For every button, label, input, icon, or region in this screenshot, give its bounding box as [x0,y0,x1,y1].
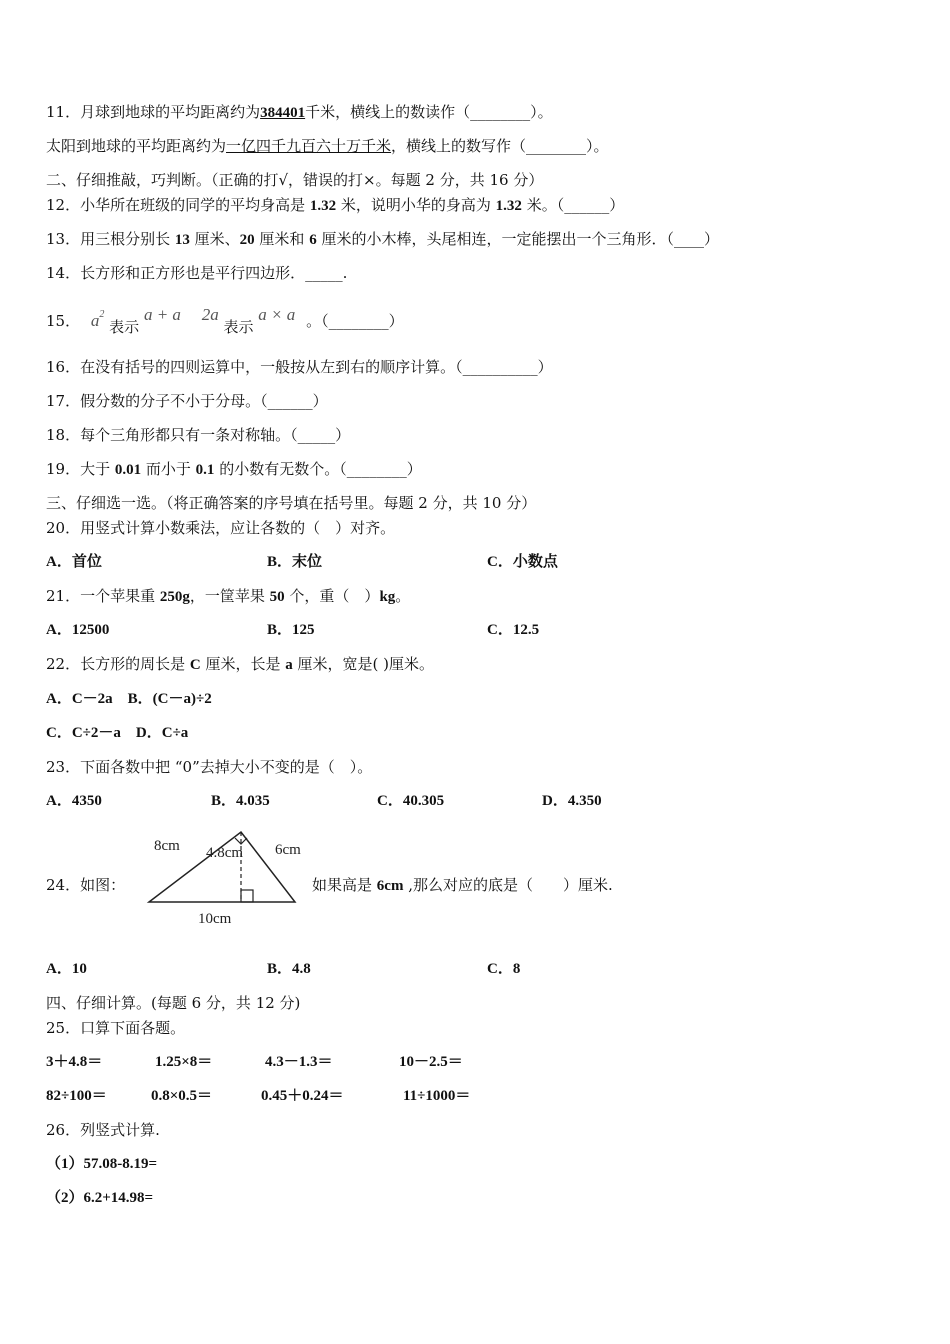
question-15: 15． $a^2$ 表示 a + a 2a 表示 a × a 。（________） [46,305,404,336]
label-right-side: 6cm [275,842,301,858]
calc-item: 82÷100＝ [46,1088,107,1104]
question-number: 11． [46,103,81,121]
option-b: B．125 [267,622,315,638]
section-heading-2: 二、仔细推敲，巧判断。（正确的打√，错误的打×。每题 2 分，共 16 分） [46,171,544,189]
math-a-squared: $a^2$ [90,309,105,330]
question-19: 19．大于 0.01 而小于 0.1 的小数有无数个。（________） [46,460,422,478]
option-c: C．8 [487,961,521,977]
triangle-figure [140,824,310,934]
question-11-part2: 太阳到地球的平均距离约为一亿四千九百六十万千米，横线上的数写作（________）。 [46,137,609,155]
question-11: 11．月球到地球的平均距离约为384401千米，横线上的数读作（________）。 [46,103,553,121]
question-26: 26．列竖式计算. [46,1121,160,1139]
option-a: A．12500 [46,622,110,638]
right-angle-mark [241,890,253,902]
option-c: C．40.305 [377,793,445,809]
label-left-side: 8cm [154,838,180,854]
underlined-value: 一亿四千九百六十万千米 [226,137,392,155]
option-a: A．10 [46,961,87,977]
calc-item: 0.8×0.5＝ [151,1088,213,1104]
calc-item: （1）57.08-8.19= [46,1156,158,1172]
math-2a: 2a [201,305,219,324]
options-row-2: C．C÷2－a D．C÷a [46,725,189,741]
question-20: 20．用竖式计算小数乘法，应让各数的（ ）对齐。 [46,519,396,537]
option-a: A．首位 [46,554,102,570]
question-16: 16．在没有括号的四则运算中，一般按从左到右的顺序计算。（__________） [46,358,553,376]
calc-item: 11÷1000＝ [403,1088,471,1104]
question-12: 12．小华所在班级的同学的平均身高是 1.32 米，说明小华的身高为 1.32 米。（______） [46,196,625,214]
option-d: D．4.350 [542,793,602,809]
option-b: B．4.8 [267,961,311,977]
math-a-times-a: a × a [258,305,296,324]
math-a-plus-a: a + a [143,305,181,324]
question-13: 13．用三根分别长 13 厘米、20 厘米和 6 厘米的小木棒，头尾相连，一定能摆出一个三角形．（____） [46,230,719,248]
option-b: B．末位 [267,554,323,570]
calc-item: 1.25×8＝ [155,1054,213,1070]
label-height: 4.8cm [206,845,244,861]
option-c: C．12.5 [487,622,540,638]
option-b: B．4.035 [211,793,270,809]
question-22: 22．长方形的周长是 C 厘米，长是 a 厘米，宽是( )厘米。 [46,655,435,673]
question-25: 25．口算下面各题。 [46,1019,186,1037]
question-21: 21．一个苹果重 250g，一筐苹果 50 个，重（ ）kg。 [46,587,411,605]
option-c: C．小数点 [487,554,558,570]
question-17: 17．假分数的分子不小于分母。（______） [46,392,328,410]
question-18: 18．每个三角形都只有一条对称轴。（_____） [46,426,351,444]
question-24: 24．如图： [46,876,126,894]
calc-item: 3＋4.8＝ [46,1054,103,1070]
section-heading-4: 四、仔细计算。(每题 6 分，共 12 分) [46,994,301,1012]
underlined-value: 384401 [260,105,306,121]
calc-item: 10－2.5＝ [399,1054,463,1070]
question-23: 23．下面各数中把 “0”去掉大小不变的是（ ）。 [46,758,373,776]
label-base: 10cm [198,911,232,927]
section-heading-3: 三、仔细选一选。（将正确答案的序号填在括号里。每题 2 分，共 10 分） [46,494,537,512]
options-row-1: A．C－2a B．(C－a)÷2 [46,691,212,707]
calc-item: （2）6.2+14.98= [46,1190,154,1206]
option-a: A．4350 [46,793,102,809]
question-14: 14．长方形和正方形也是平行四边形．_____. [46,264,348,282]
question-24-condition: 如果高是 6cm ,那么对应的底是（ ）厘米. [312,876,613,894]
calc-item: 4.3－1.3＝ [265,1054,333,1070]
calc-item: 0.45＋0.24＝ [261,1088,344,1104]
